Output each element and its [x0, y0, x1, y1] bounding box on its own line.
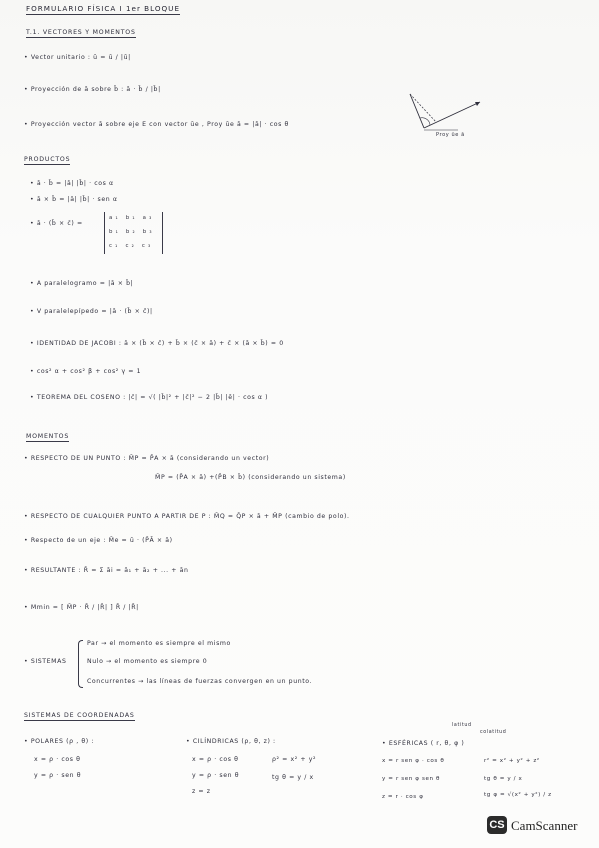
formula-proyeccion-eje: • Proyección vector ā sobre eje E con vector ūe , Proy ūe ā = |ā| · cos θ	[24, 121, 289, 128]
matrix-right-bar	[162, 212, 163, 254]
formula-paralelogramo: • A paralelogramo = |ā × b̄|	[30, 280, 134, 287]
projection-axis-line	[424, 102, 480, 128]
cilindricas-y: y = ρ · sen θ	[192, 772, 240, 779]
vector-a-line	[410, 94, 424, 128]
diagram-proy-label: Proy ūe ā	[436, 132, 465, 138]
formula-proyeccion: • Proyección de ā sobre b̄ : ā · b̄ / |b̄|	[24, 86, 161, 93]
page-title: FORMULARIO FÍSICA I 1er BLOQUE	[26, 4, 180, 13]
cilindricas-tg: tg θ = y / x	[272, 774, 314, 781]
formula-paralelepipedo: • V paralelepípedo = |ā · (b̄ × c̄)|	[30, 308, 153, 315]
momentos-heading: MOMENTOS	[26, 433, 70, 440]
polares-title: • POLARES (ρ , θ) :	[24, 738, 95, 745]
formula-mixto: • ā · (b̄ × c̄) =	[30, 220, 83, 227]
esfericas-x: x = r sen φ · cos θ	[382, 758, 445, 764]
cilindricas-r: ρ² = x² + y²	[272, 756, 317, 763]
polares-x: x = ρ · cos θ	[34, 756, 81, 763]
formula-mmin: • Mmin = [ M̄P · R̄ / |R̄| ] R̄ / |R̄|	[24, 604, 139, 611]
esfericas-y: y = r sen φ sen θ	[382, 776, 441, 782]
formula-respecto-punto-1: • RESPECTO DE UN PUNTO : M̄P = P̄A × ā (considerando un vector)	[24, 455, 270, 462]
coordenadas-heading: SISTEMAS DE COORDENADAS	[24, 712, 135, 719]
esfericas-z: z = r · cos φ	[382, 794, 424, 800]
camscanner-brand: CamScanner	[511, 818, 578, 833]
sistema-concurrentes: Concurrentes → las líneas de fuerzas convergen en un punto.	[87, 678, 313, 685]
cilindricas-x: x = ρ · cos θ	[192, 756, 239, 763]
esfericas-tg1: tg θ = y / x	[484, 776, 523, 782]
esfericas-tg2: tg φ = √(x² + y²) / z	[484, 792, 552, 798]
camscanner-logo: CS	[487, 816, 507, 834]
matrix-row-2: b₁ b₂ b₃	[109, 229, 155, 235]
esfericas-r: r² = x² + y² + z²	[484, 758, 540, 764]
matrix-row-1: a₁ b₁ a₃	[109, 215, 155, 221]
cilindricas-title: • CILÍNDRICAS (ρ, θ, z) :	[186, 738, 276, 745]
formula-respecto-punto-2: M̄P = (P̄A × ā) +(P̄B × b̄) (considerando un sistema)	[155, 474, 346, 481]
esfericas-title: • ESFÉRICAS ( r, θ, φ )	[382, 740, 465, 747]
formula-escalar: • ā · b̄ = |ā| |b̄| · cos α	[30, 180, 114, 187]
formula-teorema-coseno: • TEOREMA DEL COSENO : |c̄| = √( |b̄|² + |c̄|² − 2 |b̄| |ē| · cos α )	[30, 394, 269, 401]
sistemas-brace	[78, 640, 83, 688]
sistemas-label: • SISTEMAS	[24, 658, 67, 665]
cilindricas-z: z = z	[192, 788, 211, 795]
formula-respecto-eje: • Respecto de un eje : M̄e = ū · (P̄Ā × ā)	[24, 537, 173, 544]
sistema-nulo: Nulo → el momento es siempre 0	[87, 658, 208, 665]
formula-vector-unitario: • Vector unitario : ū = ū / |ū|	[24, 54, 131, 61]
formula-jacobi: • IDENTIDAD DE JACOBI : ā × (b̄ × c̄) + b̄ × (c̄ × ā) + c̄ × (ā × b̄) = 0	[30, 340, 284, 347]
sistema-par: Par → el momento es siempre el mismo	[87, 640, 231, 647]
esfericas-latitud: latitud	[452, 723, 472, 728]
matrix-left-bar	[104, 212, 105, 254]
productos-heading: PRODUCTOS	[24, 156, 71, 163]
formula-cualquier-punto: • RESPECTO DE CUALQUIER PUNTO A PARTIR DE P : M̄Q = Q̄P × ā + M̄P (cambio de polo).	[24, 513, 350, 520]
formula-vectorial: • ā × b̄ = |ā| |b̄| · sen α	[30, 196, 118, 203]
section-vectores-heading: T.1. VECTORES Y MOMENTOS	[26, 29, 136, 36]
formula-cosenos: • cos² α + cos² β + cos² γ = 1	[30, 368, 142, 375]
polares-y: y = ρ · sen θ	[34, 772, 82, 779]
formula-resultante: • RESULTANTE : R̄ = Σ āi = ā₁ + ā₂ + ... + ān	[24, 567, 189, 574]
esfericas-colatitud: colatitud	[480, 730, 507, 735]
matrix-row-3: c₁ c₂ c₃	[109, 243, 154, 249]
